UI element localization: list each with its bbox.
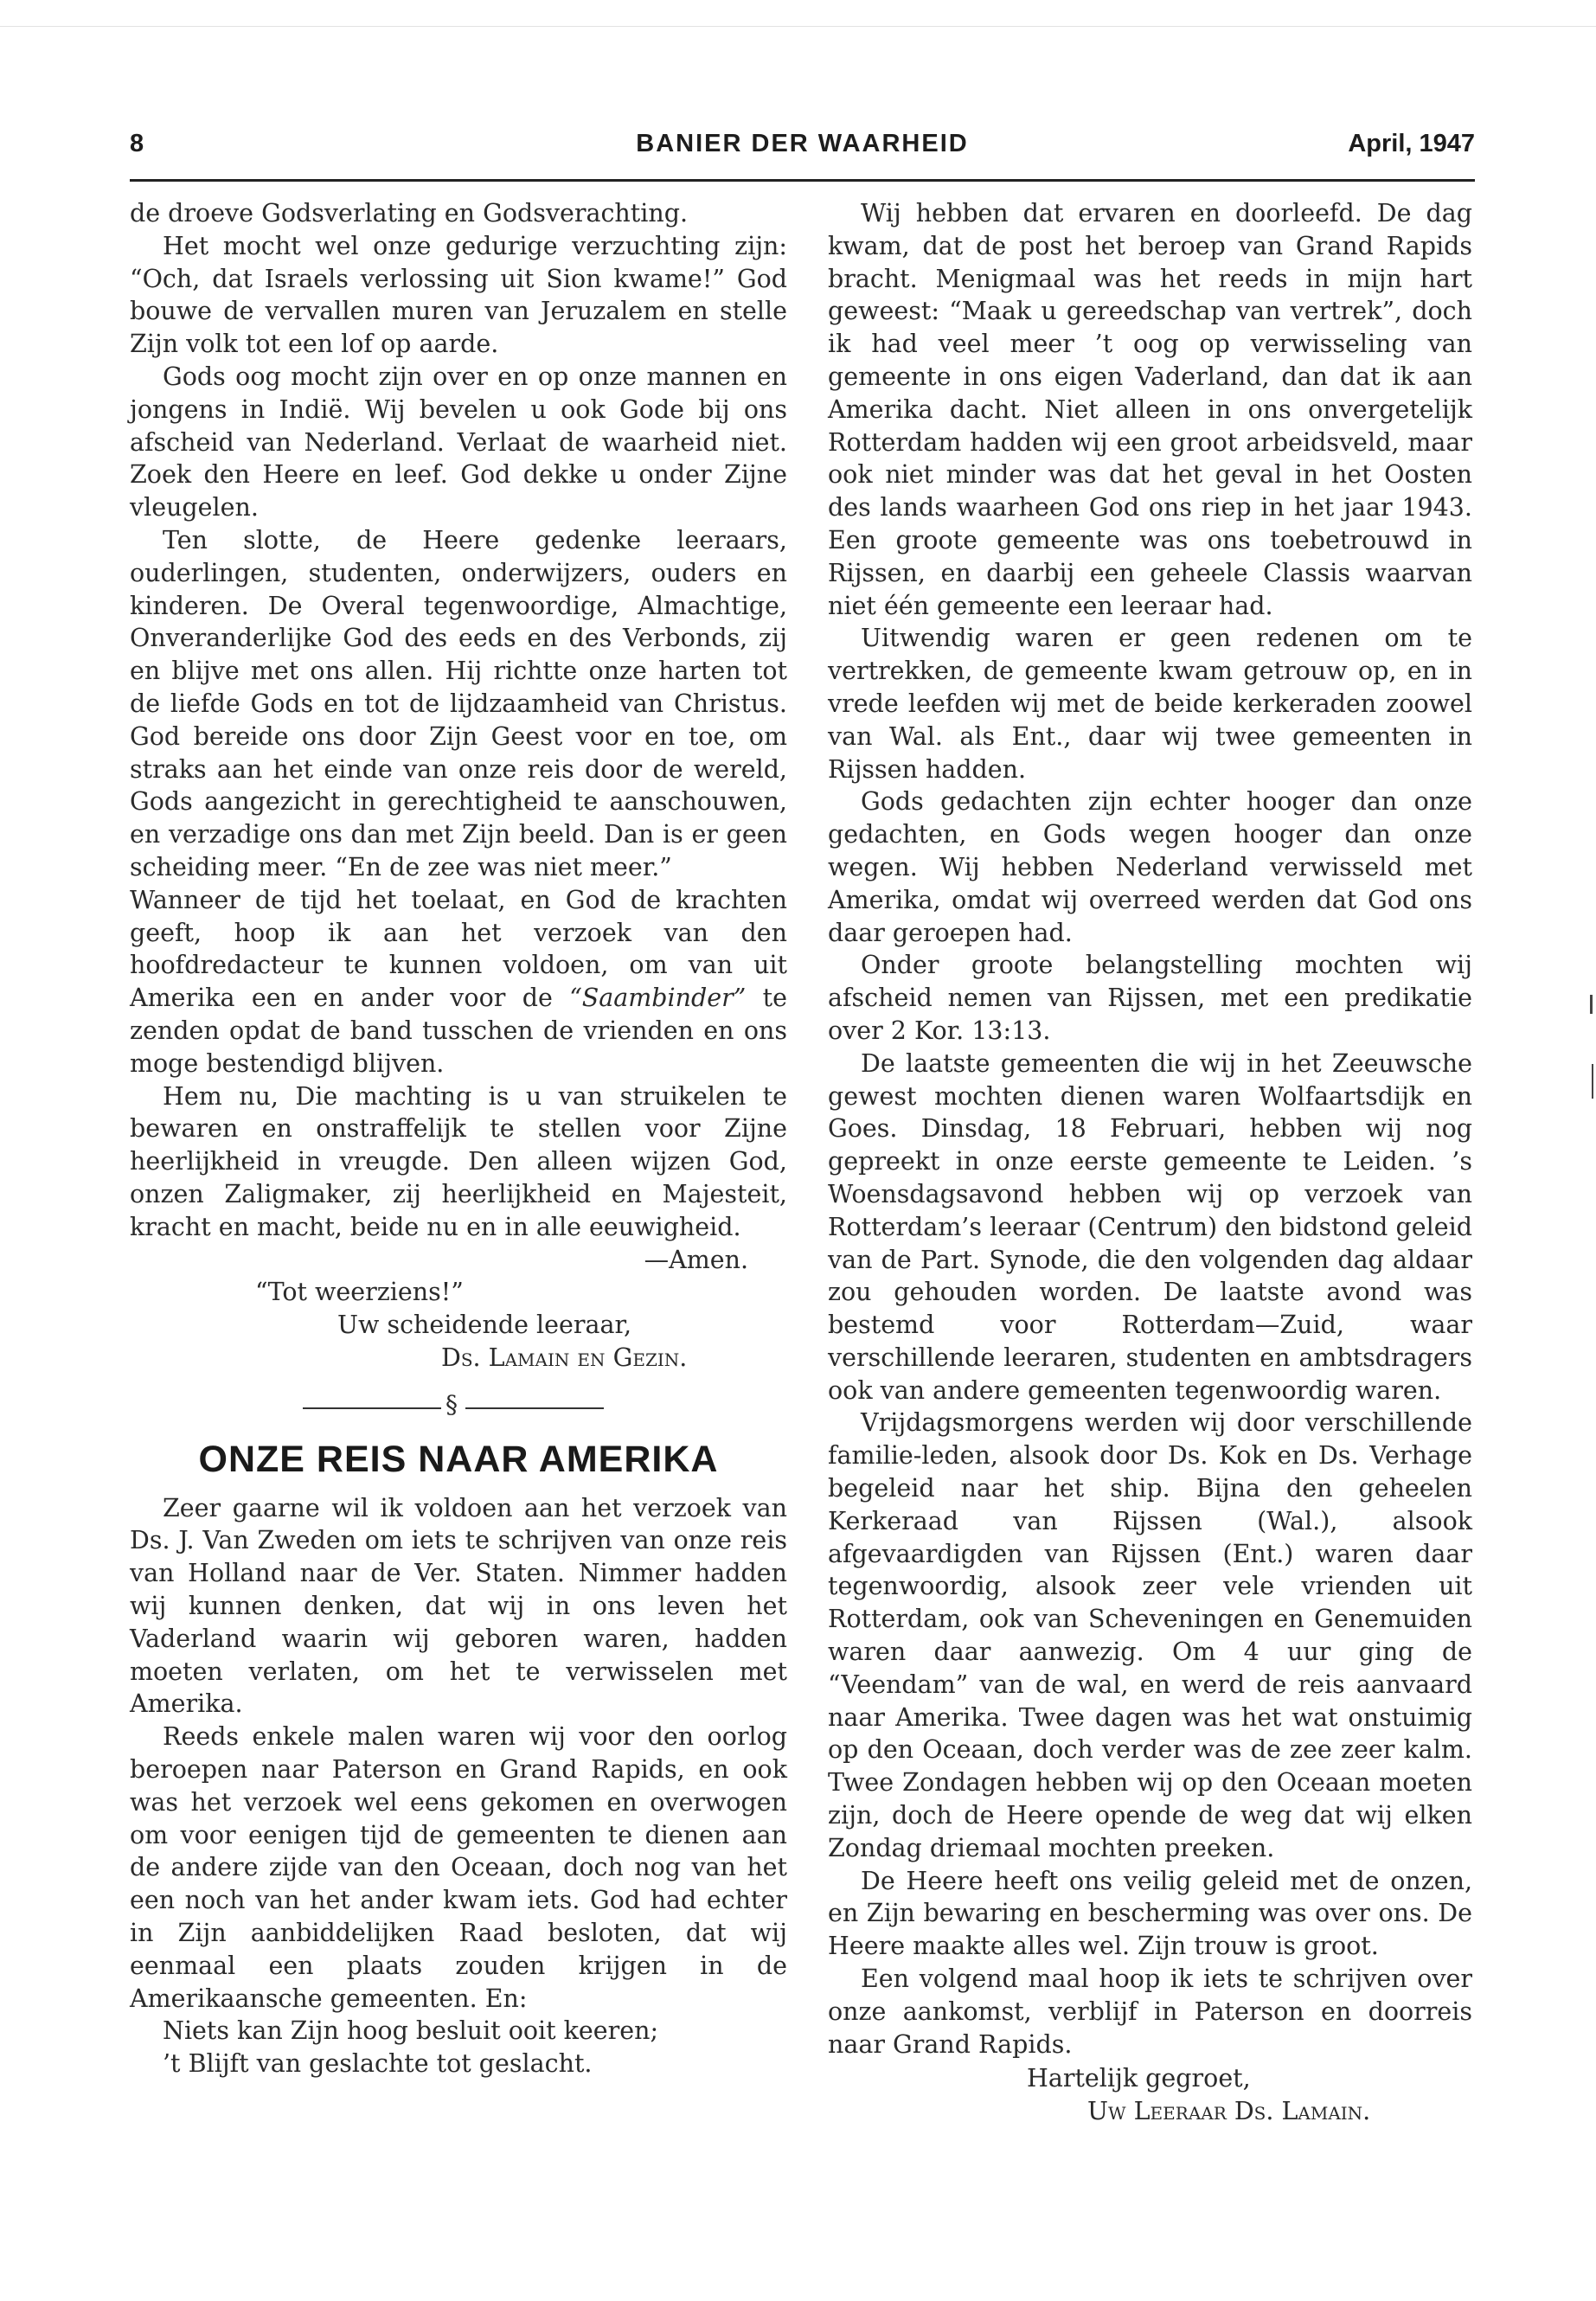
signature: Ds. Lamain en Gezin. bbox=[441, 1343, 688, 1372]
text-run: Wanneer de tijd het toelaat, en God de krachten geeft, hoop ik aan het verzoek van den hoofdredacteur te kunnen voldoen, om van uit Amerika een en ander voor de bbox=[130, 885, 787, 1013]
paragraph: Het mocht wel onze gedurige verzuchting zijn: “Och, dat Israels verlossing uit Sion kwame!” God bouwe de vervallen muren van Jeruzalem en stelle Zijn volk tot een lof op aarde. bbox=[130, 231, 787, 359]
page-header bbox=[130, 130, 1475, 164]
text-run: te zenden opdat de band tusschen de vrienden en ons moge bestendigd blijven. bbox=[130, 984, 787, 1078]
header-rule bbox=[130, 179, 1475, 182]
article-title: ONZE REIS NAAR AMERIKA bbox=[198, 1438, 719, 1480]
paragraph: Wij hebben dat ervaren en doorleefd. De dag kwam, dat de post het beroep van Grand Rapids bracht. Menigmaal was het reeds in mijn hart geweest: “Maak u gereedschap van vertrek”, doch ik had veel meer ’t oog op verwisseling van gemeente in ons eigen Vaderland, dan dat ik aan Amerika dacht. Niet alleen in ons onvergetelijk Rotterdam hadden wij een groot arbeidsveld, maar ook niet minder was dat het geval in het Oosten des lands waarheen God ons riep in het jaar 1943. Een groote gemeente was ons toebetrouwd in Rijssen, en daarbij een geheele Classis waarvan niet één gemeente een leeraar had. bbox=[828, 199, 1472, 620]
paragraph: Zeer gaarne wil ik voldoen aan het verzoek van Ds. J. Van Zweden om iets te schrijven van onze reis van Holland naar de Ver. Staten. Nimmer hadden wij kunnen denken, dat wij in ons leven het Vaderland waarin wij geboren waren, hadden moeten verlaten, om het te verwisselen met Amerika. bbox=[130, 1493, 787, 1719]
paragraph: Onder groote belangstelling mochten wij afscheid nemen van Rijssen, met een predikatie over 2 Kor. 13:13. bbox=[828, 951, 1472, 1045]
signature: Uw Leeraar Ds. Lamain. bbox=[1087, 2097, 1371, 2126]
left-column bbox=[130, 197, 787, 2080]
scan-edge-line bbox=[0, 26, 1596, 27]
paragraph: Gods gedachten zijn echter hooger dan onze gedachten, en Gods wegen hooger dan onze wegen. Wij hebben Nederland verwisseld met Amerika, omdat wij overreed werden dat God ons daar geroepen had. bbox=[828, 787, 1472, 947]
paragraph: Gods oog mocht zijn over en op onze mannen en jongens in Indië. Wij bevelen u ook Gode bij ons afscheid van Nederland. Verlaat de waarheid niet. Zoek den Heere en leef. God dekke u onder Zijne vleugelen. bbox=[130, 362, 787, 522]
right-column bbox=[828, 197, 1472, 2128]
verse-line: Niets kan Zijn hoog besluit ooit keeren; bbox=[163, 2016, 659, 2046]
farewell-line: “Tot weerziens!” bbox=[255, 1278, 464, 1307]
paragraph: Vrijdagsmorgens werden wij door verschillende familie-leden, alsook door Ds. Kok en Ds. Verhage begeleid naar het ship. Bijna den geheelen Kerkeraad van Rijssen (Wal.), alsook afgevaardigden van Rijssen (Ent.) waren daar tegenwoordig, alsook zeer vele vrienden uit Rotterdam, ook van Scheveningen en Genemuiden waren daar aanwezig. Om 4 uur ging de “Veendam” van de wal, en werd de reis aanvaard naar Amerika. Twee dagen was het wat onstuimig op den Oceaan, doch verder was de zee zeer kalm. Twee Zondagen hebben wij op den Oceaan moeten zijn, doch de Heere opende de weg dat wij elken Zondag driemaal mochten preeken. bbox=[828, 1408, 1472, 1862]
separator-line bbox=[465, 1407, 604, 1409]
paragraph bbox=[130, 884, 787, 1080]
amen-line: —Amen. bbox=[644, 1245, 748, 1274]
paragraph: De Heere heeft ons veilig geleid met de onzen, en Zijn bewaring en bescherming was over ons. De Heere maakte alles wel. Zijn trouw is groot. bbox=[828, 1866, 1472, 1961]
paragraph: Ten slotte, de Heere gedenke leeraars, ouderlingen, studenten, onderwijzers, ouders en kinderen. De Overal tegenwoordige, Almachtige, Onveranderlijke God des eeds en des Verbonds, zij en blijve met ons allen. Hij richtte onze harten tot de liefde Gods en tot de lijdzaamheid van Christus. God bereide ons door Zijn Geest voor en toe, om straks aan het einde van onze reis door de wereld, Gods aangezicht in gerechtigheid te aanschouwen, en verzadige ons dan met Zijn beeld. Dan is er geen scheiding meer. “En de zee was niet meer.” bbox=[130, 525, 787, 881]
paragraph: Hem nu, Die machting is u van struikelen te bewaren en onstraffelijk te stellen voor Zijne heerlijkheid in vreugde. Den alleen wijzen God, onzen Zaligmaker, zij heerlijkheid en Majesteit, kracht en macht, beide nu en in alle eeuwigheid. bbox=[130, 1081, 787, 1241]
greeting-line: Hartelijk gegroet, bbox=[1027, 2064, 1251, 2093]
paragraph: de droeve Godsverlating en Godsverachting. bbox=[130, 199, 689, 228]
paragraph: Een volgend maal hoop ik iets te schrijven over onze aankomst, verblijf in Paterson en doorreis naar Grand Rapids. bbox=[828, 1965, 1472, 2059]
paragraph: Reeds enkele malen waren wij voor den oorlog beroepen naar Paterson en Grand Rapids, en ook was het verzoek wel eens gekomen en overwogen om voor eenigen tijd de gemeenten te dienen aan de andere zijde van den Oceaan, doch nog van het een noch van het ander kwam iets. God had echter in Zijn aanbiddelijken Raad besloten, dat wij eenmaal een plaats zouden krijgen in de Amerikaansche gemeenten. En: bbox=[130, 1722, 787, 2013]
publication-title: BANIER DER WAARHEID bbox=[636, 130, 969, 157]
separator-line bbox=[303, 1407, 441, 1409]
paragraph: Uitwendig waren er geen redenen om te vertrekken, de gemeente kwam getrouw op, en in vrede leefden wij met de beide kerkeraden zoowel van Wal. als Ent., daar wij twee gemeenten in Rijssen hadden. bbox=[828, 624, 1472, 784]
section-separator bbox=[130, 1390, 787, 1425]
scan-mark bbox=[1592, 1064, 1593, 1099]
issue-date: April, 1947 bbox=[1348, 130, 1475, 157]
scan-mark bbox=[1590, 995, 1593, 1014]
closing-line: Uw scheidende leeraar, bbox=[337, 1311, 632, 1340]
section-mark: § bbox=[445, 1389, 458, 1419]
italic-title: “Saambinder” bbox=[569, 984, 747, 1013]
verse-line: ’t Blijft van geslachte tot geslacht. bbox=[163, 2049, 593, 2079]
page-number: 8 bbox=[130, 130, 144, 157]
paragraph: De laatste gemeenten die wij in het Zeeuwsche gewest mochten dienen waren Wolfaartsdijk en Goes. Dinsdag, 18 Februari, hebben wij nog gepreekt in onze eerste gemeente te Leiden. ’s Woensdagsavond hebben wij op verzoek van Rotterdam’s leeraar (Centrum) den bidstond geleid van de Part. Synode, die den volgenden dag aldaar zou gehouden worden. De laatste avond was bestemd voor Rotterdam—Zuid, waar verschillende leeraren, studenten en ambtsdragers ook van andere gemeenten tegenwoordig waren. bbox=[828, 1048, 1472, 1405]
